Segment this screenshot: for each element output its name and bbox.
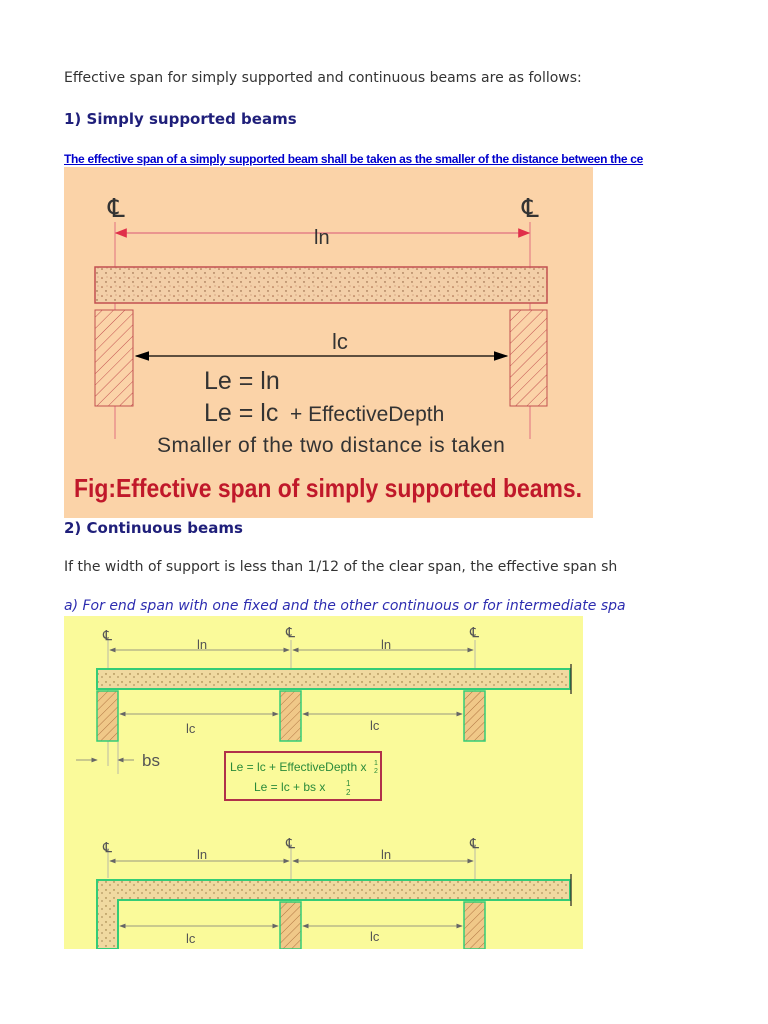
formula-le-lc: Le = lc — [204, 399, 279, 427]
figure-simply-supported-beam — [64, 167, 593, 518]
fraction-denominator: 2 — [346, 788, 351, 797]
lc-label: lc — [186, 721, 196, 736]
centerline-symbol: ℄ — [103, 627, 112, 643]
ln-label: ln — [314, 227, 330, 249]
formula-line-1: Le = lc + EffectiveDepth x — [230, 760, 367, 774]
section-heading-continuous: 2) Continuous beams — [64, 519, 243, 537]
effective-span-link[interactable]: The effective span of a simply supported beam shall be taken as the smaller of the distance between the ce — [64, 152, 644, 166]
formula-le-ln: Le = ln — [204, 367, 280, 395]
ln-label: ln — [381, 847, 392, 862]
ln-label: ln — [197, 637, 208, 652]
fraction-numerator: 1 — [374, 760, 378, 767]
lc-label: lc — [370, 929, 380, 944]
end-span-subheading: a) For end span with one fixed and the other continuous or for intermediate spa — [64, 598, 626, 614]
lc-label: lc — [370, 718, 380, 733]
continuous-beam-upper — [97, 669, 570, 689]
support-mid-lower — [280, 902, 301, 949]
beam — [95, 267, 547, 303]
ln-label: ln — [197, 847, 208, 862]
formula-line-2: Le = lc + bs x — [254, 780, 326, 794]
figure-caption: Fig:Effective span of simply supported beams. — [74, 473, 582, 503]
centerline-symbol: ℄ — [103, 839, 112, 855]
intro-text: Effective span for simply supported and continuous beams are as follows: — [64, 70, 582, 86]
centerline-left-symbol: ℄ — [108, 193, 125, 223]
support-end-upper — [97, 691, 118, 741]
formula-effective-depth: + EffectiveDepth — [290, 403, 445, 426]
centerline-symbol: ℄ — [470, 835, 479, 851]
lower-diagram — [97, 835, 571, 949]
support-right-upper — [464, 691, 485, 741]
ln-label: ln — [381, 637, 392, 652]
centerline-right-symbol: ℄ — [522, 193, 539, 223]
bs-label: bs — [142, 751, 160, 770]
figure-simply-supported-svg — [64, 167, 593, 518]
smaller-distance-note: Smaller of the two distance is taken — [157, 434, 506, 457]
lc-label: lc — [332, 329, 348, 354]
fraction-numerator: 1 — [346, 779, 351, 788]
centerline-symbol: ℄ — [286, 835, 295, 851]
fraction-denominator: 2 — [374, 768, 378, 775]
centerline-symbol: ℄ — [286, 624, 295, 640]
upper-diagram — [76, 624, 571, 800]
lc-label: lc — [186, 931, 196, 946]
figure-continuous-svg — [64, 616, 583, 949]
support-left — [95, 310, 133, 406]
support-mid-upper — [280, 691, 301, 741]
support-right-lower — [464, 902, 485, 949]
centerline-symbol: ℄ — [470, 624, 479, 640]
figure-continuous-beam — [64, 616, 583, 949]
continuous-beam-lower — [97, 880, 570, 949]
continuous-paragraph: If the width of support is less than 1/12 of the clear span, the effective span sh — [64, 559, 618, 575]
section-heading-simply-supported: 1) Simply supported beams — [64, 110, 297, 128]
support-right — [510, 310, 547, 406]
